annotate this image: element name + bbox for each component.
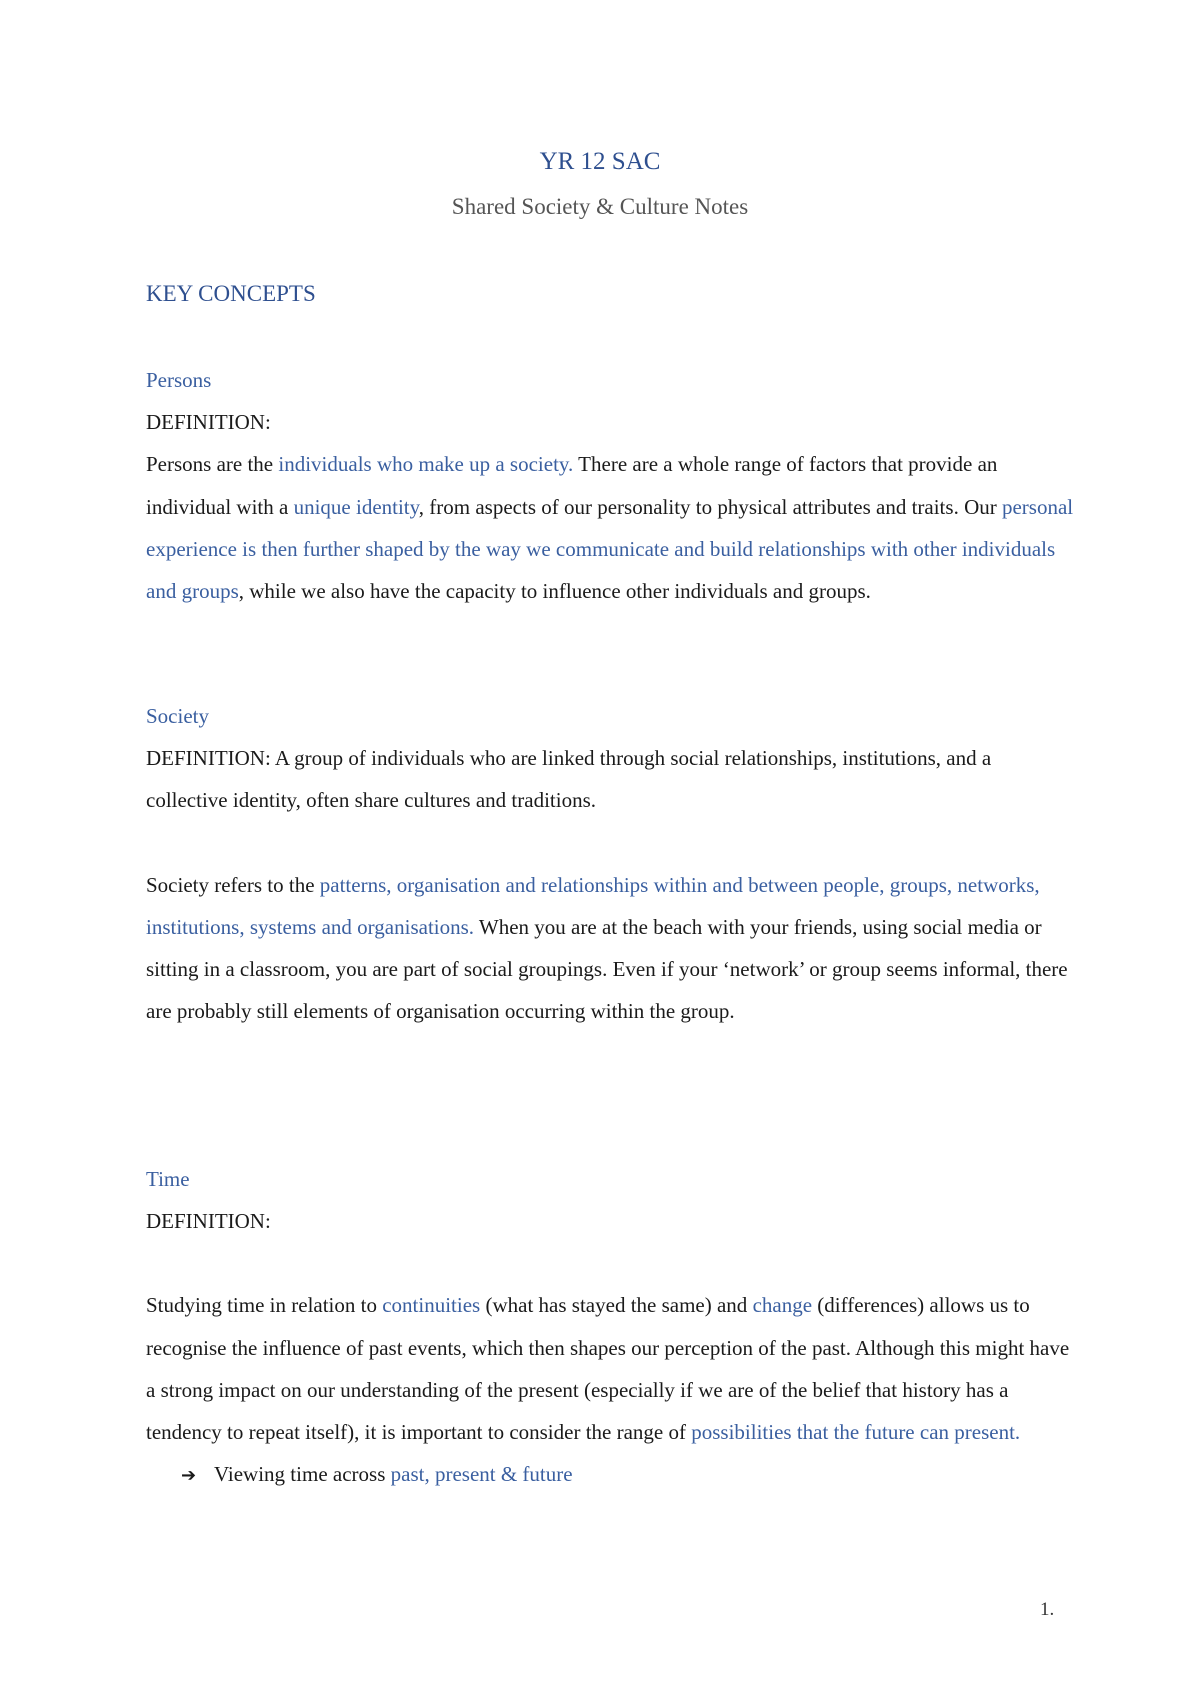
persons-paragraph: [146, 443, 1076, 612]
persons-text-4: , while we also have the capacity to influence other individuals and groups.: [238, 579, 871, 604]
time-section: [146, 1158, 1076, 1497]
time-bullet: [146, 1453, 1076, 1497]
document-title: YR 12 SAC: [539, 148, 661, 175]
society-text-1: Society refers to the: [146, 872, 320, 897]
time-paragraph: [146, 1284, 1076, 1453]
persons-text-3: , from aspects of our personality to physical attributes and traits. Our: [418, 494, 1002, 519]
time-bullet-text: Viewing time across: [214, 1462, 391, 1487]
persons-text-1: Persons are the: [146, 452, 279, 477]
persons-text-2: There are a whole range of factors that provide an individual with a: [146, 452, 998, 519]
society-paragraph: [146, 864, 1076, 1033]
persons-highlight-2: unique identity: [293, 494, 419, 519]
time-title: Time: [146, 1167, 190, 1191]
persons-title: Persons: [146, 368, 212, 392]
society-section: [146, 695, 1076, 1032]
society-title: Society: [146, 704, 209, 728]
society-highlight-1: patterns, organisation and relationships within and between people, groups, networks, institutions, systems and organisations.: [146, 872, 1040, 939]
persons-definition-label: DEFINITION:: [146, 410, 271, 435]
page-number: 1.: [1040, 1599, 1055, 1620]
document-subtitle: Shared Society & Culture Notes: [451, 194, 749, 219]
time-text-3: (differences) allows us to recognise the influence of past events, which then shapes our perception of the past. Although this might have a strong impact on our understanding of the present (especially if we are of the belief that history has a tendency to repeat itself), it is important to consider the range of: [146, 1293, 1070, 1445]
time-highlight-3: possibilities that the future can present.: [691, 1420, 1021, 1445]
time-definition-label: DEFINITION:: [146, 1209, 271, 1234]
persons-section: [146, 359, 1076, 612]
time-highlight-2: change: [752, 1293, 813, 1318]
society-definition: DEFINITION: A group of individuals who are linked through social relationships, institutions, and a collective identity, often share cultures and traditions.: [146, 746, 992, 813]
time-bullet-highlight: past, present & future: [390, 1462, 573, 1487]
persons-highlight-3: personal experience is then further shaped by the way we communicate and build relationships with other individuals and groups: [146, 494, 1074, 604]
arrow-icon: ➔: [181, 1465, 197, 1487]
persons-highlight-1: individuals who make up a society.: [278, 452, 574, 477]
time-text-1: Studying time in relation to: [146, 1293, 383, 1318]
key-concepts-heading: KEY CONCEPTS: [146, 281, 316, 306]
society-text-2: When you are at the beach with your friends, using social media or sitting in a classroom, you are part of social groupings. Even if your ‘network’ or group seems informal, there are probably still elements of organisation occurring within the group.: [146, 914, 1068, 1024]
time-highlight-1: continuities: [382, 1293, 481, 1318]
time-text-2: (what has stayed the same) and: [480, 1293, 753, 1318]
